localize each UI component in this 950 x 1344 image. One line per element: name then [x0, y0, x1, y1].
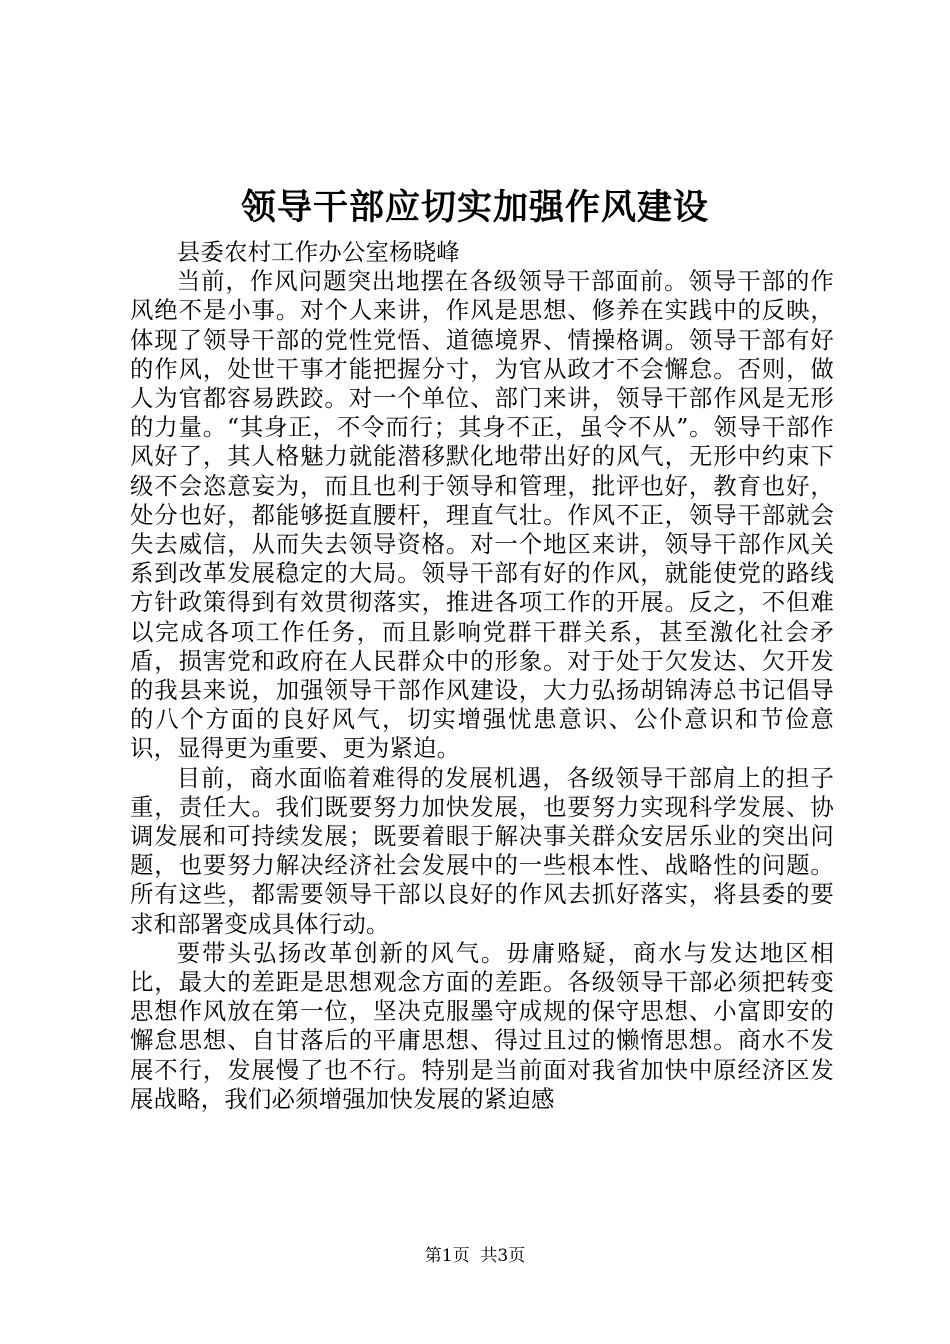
footer-spacer — [470, 1246, 481, 1266]
document-title: 领导干部应切实加强作风建设 — [240, 187, 709, 228]
page-total: 共3页 — [480, 1246, 526, 1266]
paragraph-1: 当前，作风问题突出地摆在各级领导干部面前。领导干部的作风绝不是小事。对个人来讲，作风是思想、修养在实践中的反映，体现了领导干部的党性党悟、道德境界、情操格调。领导干部有好的作风，处世干事才能把握分寸，为官从政才不会懈怠。否则，做人为官都容易跌跤。对一个单位、部门来讲，领导干部作风是无形的力量。“其身正，不令而行；其身不正，虽令不从”。领导干部作风好了，其人格魅力就能潜移默化地带出好的风气，无形中约束下级不会恣意妄为，而且也利于领导和管理，批评也好，教育也好，处分也好，都能够挺直腰杆，理直气壮。作风不正，领导干部就会失去威信，从而失去领导资格。对一个地区来讲，领导干部作风关系到改革发展稳定的大局。领导干部有好的作风，就能使党的路线方针政策得到有效贯彻落实，推进各项工作的开展。反之，不但难以完成各项工作任务，而且影响党群干群关系，甚至激化社会矛盾，损害党和政府在人民群众中的形象。对于处于欠发达、欠开发的我县来说，加强领导干部作风建设，大力弘扬胡锦涛总书记倡导的八个方面的良好风气，切实增强忧患意识、公仆意识和节俭意识，显得更为重要、更为紧迫。 — [130, 267, 834, 763]
paragraph-3: 要带头弘扬改革创新的风气。毋庸赂疑，商水与发达地区相比，最大的差距是思想观念方面的差距。各级领导干部必须把转变思想作风放在第一位，坚决克服墨守成规的保守思想、小富即安的懈怠思想、自甘落后的平庸思想、得过且过的懒惰思想。商水不发展不行，发展慢了也不行。特别是当前面对我省加快中原经济区发展战略，我们必须增强加快发展的紧迫感 — [130, 938, 834, 1113]
paragraph-2: 目前，商水面临着难得的发展机遇，各级领导干部肩上的担子重，责任大。我们既要努力加快发展，也要努力实现科学发展、协调发展和可持续发展；既要着眼于解决事关群众安居乐业的突出问题，也要努力解决经济社会发展中的一些根本性、战略性的问题。所有这些，都需要领导干部以良好的作风去抓好落实，将县委的要求和部署变成具体行动。 — [130, 763, 834, 938]
document-body — [130, 238, 834, 1114]
page-number: 第1页 — [424, 1246, 470, 1266]
author-line: 县委农村工作办公室杨晓峰 — [176, 238, 460, 266]
page-footer — [0, 1245, 950, 1267]
